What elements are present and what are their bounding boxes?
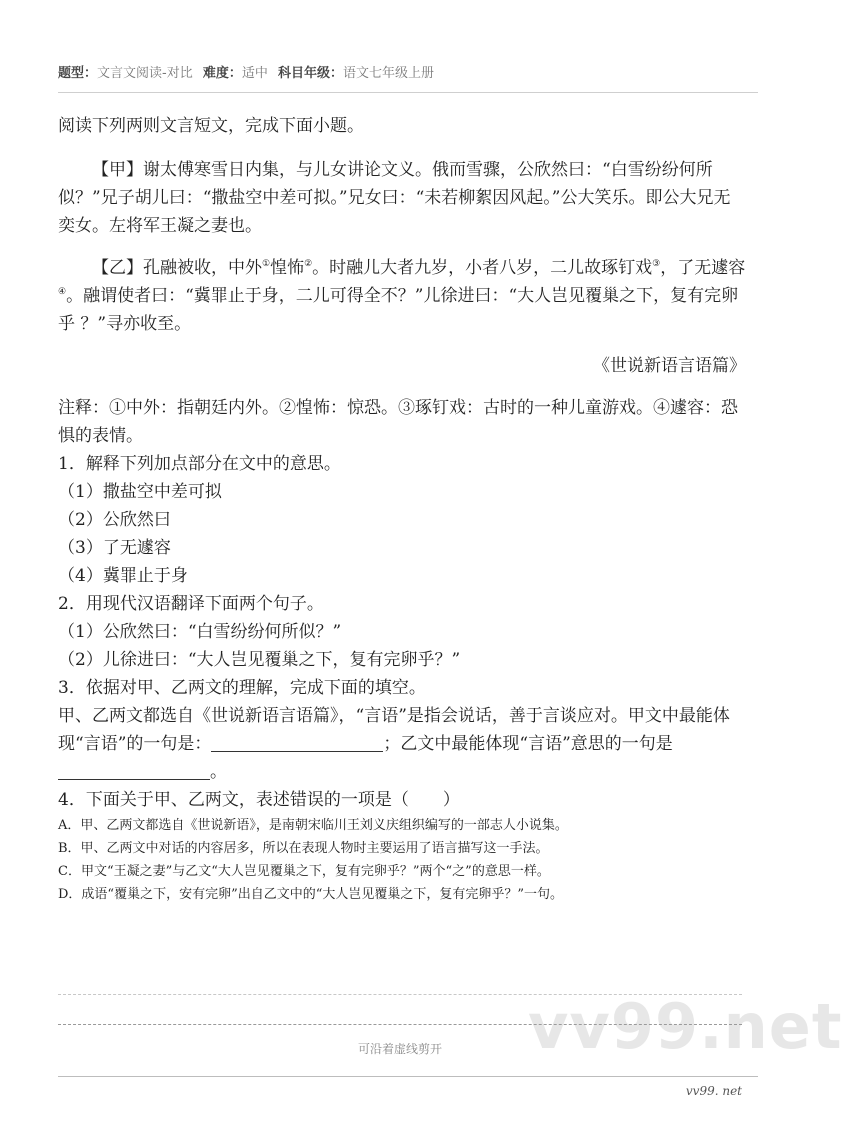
q2-stem: 2．用现代汉语翻译下面两个句子。 bbox=[58, 594, 324, 614]
annotation-notes: 注释：①中外：指朝廷内外。②惶怖：惊恐。③琢钉戏：古时的一种儿童游戏。④遽容：恐惧的表情。 bbox=[58, 398, 738, 446]
q3-text-c: 。 bbox=[210, 762, 227, 782]
q1-item: （2）公欣然曰 bbox=[58, 510, 171, 530]
q1-stem: 1．解释下列加点部分在文中的意思。 bbox=[58, 454, 341, 474]
header-divider bbox=[58, 92, 758, 93]
footnote-ref-2: ② bbox=[304, 259, 313, 269]
footnote-ref-1: ① bbox=[262, 259, 271, 269]
q2-item: （1）公欣然曰：“白雪纷纷何所似？” bbox=[58, 622, 342, 642]
q1-item: （1）撒盐空中差可拟 bbox=[58, 482, 222, 502]
site-watermark: vv99.net bbox=[528, 990, 843, 1063]
q4-option-a[interactable]: A．甲、乙两文都选自《世说新语》，是南朝宋临川王刘义庆组织编写的一部志人小说集。 bbox=[58, 818, 568, 833]
source-citation: 《世说新语言语篇》 bbox=[593, 356, 746, 376]
q4-option-b[interactable]: B．甲、乙两文中对话的内容居多，所以在表现人物时主要运用了语言描写这一手法。 bbox=[58, 841, 549, 856]
answer-blank-a[interactable] bbox=[211, 733, 383, 752]
passage-b-part3: 。时融儿大者九岁，小者八岁，二儿故琢钉戏 bbox=[312, 258, 653, 278]
q3-stem: 3．依据对甲、乙两文的理解，完成下面的填空。 bbox=[58, 678, 426, 698]
passage-a: 【甲】谢太傅寒雪日内集，与儿女讲论文义。俄而雪骤，公欣然曰：“白雪纷纷何所似？”兄子胡儿曰：“撒盐空中差可拟。”兄女曰：“未若柳絮因风起。”公大笑乐。即公大兄无奕女。左将军王凝之妻也。 bbox=[58, 160, 731, 236]
q3-fill-text bbox=[58, 702, 746, 786]
q4-option-c[interactable]: C．甲文“王凝之妻”与乙文“大人岂见覆巢之下，复有完卵乎？”两个“之”的意思一样。 bbox=[58, 864, 550, 879]
passage-b-part5: 。融谓使者曰：“冀罪止于身，二儿可得全不？”儿徐进曰：“大人岂见覆巢之下，复有完卵乎 ？”寻亦收至。 bbox=[58, 286, 739, 334]
q1-item: （4）冀罪止于身 bbox=[58, 566, 188, 586]
footnote-ref-3: ③ bbox=[652, 259, 661, 269]
cut-instruction: 可沿着虚线剪开 bbox=[357, 1042, 442, 1056]
q3-text-a: 甲、乙两文都选自《世说新语言语篇》，“言语”是指会说话，善于言谈应对。甲文中最能体现“言语”的一句是： bbox=[58, 706, 730, 754]
grade-label: 科目年级： bbox=[278, 66, 344, 81]
type-value: 文言文阅读-对比 bbox=[97, 66, 193, 81]
passage-b bbox=[58, 254, 746, 338]
footer-divider bbox=[58, 1076, 758, 1077]
intro-text: 阅读下列两则文言短文，完成下面小题。 bbox=[58, 116, 364, 136]
question-meta-header bbox=[58, 62, 742, 81]
q3-text-b: ；乙文中最能体现“言语”意思的一句是 bbox=[383, 734, 673, 754]
passage-b-part4: ，了无遽容 bbox=[660, 258, 746, 278]
q2-item: （2）儿徐进曰：“大人岂见覆巢之下，复有完卵乎？” bbox=[58, 650, 461, 670]
difficulty-label: 难度： bbox=[202, 66, 242, 81]
cut-line bbox=[58, 1024, 742, 1025]
difficulty-value: 适中 bbox=[241, 66, 268, 81]
q4-option-d[interactable]: D．成语“覆巢之下，安有完卵”出自乙文中的“大人岂见覆巢之下，复有完卵乎？”一句。 bbox=[58, 887, 564, 902]
passage-b-part1: 【乙】孔融被收，中外 bbox=[92, 258, 262, 278]
grade-value: 语文七年级上册 bbox=[343, 66, 435, 81]
q1-item: （3）了无遽容 bbox=[58, 538, 171, 558]
q4-stem: 4．下面关于甲、乙两文，表述错误的一项是（ ） bbox=[58, 790, 460, 810]
answer-blank-b[interactable] bbox=[58, 761, 210, 780]
cut-line-upper bbox=[58, 994, 742, 995]
footer-site-name: vv99. net bbox=[685, 1084, 742, 1098]
type-label: 题型： bbox=[58, 66, 98, 81]
footnote-ref-4: ④ bbox=[58, 287, 67, 297]
passage-b-part2: 惶怖 bbox=[270, 258, 305, 278]
exam-content bbox=[58, 112, 746, 906]
